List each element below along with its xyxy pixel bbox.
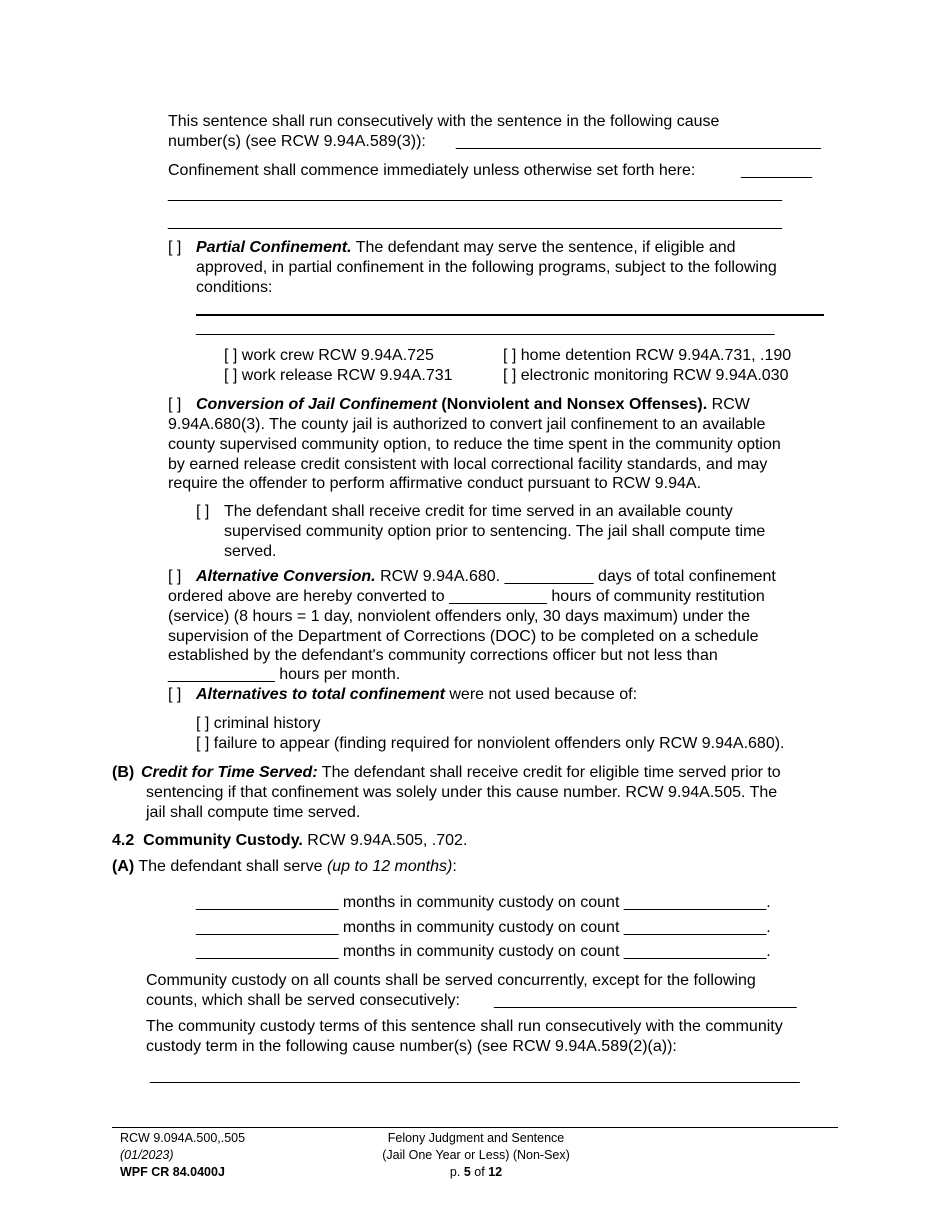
alternatives-total-title: Alternatives to total confinement [196,686,445,703]
partial-conditions-rule [196,314,824,316]
option-failure-to-appear[interactable]: [ ] failure to appear (finding required for nonviolent offenders only RCW 9.94A.680). [196,735,785,752]
footer-page-prefix: p. [449,1165,461,1179]
conversion-title: Conversion of Jail Confinement [196,396,437,413]
footer-page-number [326,1164,626,1181]
conversion-line1-rest: RCW [711,396,750,413]
credit-time-line: sentencing if that confinement was solely under this cause number. RCW 9.94A.505. The [146,784,778,801]
commence-text: Confinement shall commence immediately unless otherwise set forth here: [168,162,696,179]
conversion-checkbox[interactable]: [ ] [168,396,182,413]
partial-line3: conditions: [196,279,273,296]
part-a-text: The defendant shall serve [138,858,323,875]
partial-title: Partial Confinement. [196,239,352,256]
part-a-colon: : [452,858,457,875]
credit-time-line1 [141,763,781,783]
footer-rcw: RCW 9.094A.500,.505 [120,1131,246,1145]
footer-rule [112,1127,838,1128]
alternatives-total-checkbox[interactable]: [ ] [168,686,182,703]
concurrent-line2: counts, which shall be served consecutively: [146,992,460,1009]
credit-time-title: Credit for Time Served: [141,764,318,781]
alternative-line: (service) (8 hours = 1 day, nonviolent offenders only, 30 days maximum) under the [168,608,751,625]
footer-title1: Felony Judgment and Sentence [387,1131,565,1145]
partial-checkbox[interactable]: [ ] [168,239,182,256]
conversion-line: by earned release credit consistent with local correctional facility standards, and may [168,456,768,473]
commence-blank-line3[interactable]: _____________________________________________________________________ [168,213,782,230]
conversion-line: require the offender to perform affirmative conduct pursuant to RCW 9.94A. [168,475,702,492]
custody-row[interactable]: ________________ months in community custody on count ________________. [196,894,771,911]
part-a-label: (A) [112,858,135,875]
custody-row[interactable]: ________________ months in community custody on count ________________. [196,919,771,936]
footer-page-of: of [474,1165,485,1179]
terms-line2: custody term in the following cause number(s) (see RCW 9.94A.589(2)(a)): [146,1038,677,1055]
credit-served-checkbox[interactable]: [ ] [196,503,210,520]
section-42-title: Community Custody. [143,832,303,849]
conversion-line: 9.94A.680(3). The county jail is authorized to convert jail confinement to an available [168,416,766,433]
alternative-line: established by the defendant's community corrections officer but not less than [168,647,718,664]
section-42-heading [112,831,467,851]
section-42-rest: RCW 9.94A.505, .702. [307,832,468,849]
part-a-italic: (up to 12 months) [326,858,453,875]
credit-time-label: (B) [112,764,135,781]
concurrent-blank[interactable]: __________________________________ [494,992,797,1009]
terms-blank[interactable]: _________________________________________________________________________ [150,1067,800,1084]
credit-served-line: served. [224,543,277,560]
alternatives-total-rest: were not used because of: [449,686,638,703]
footer-form-number: WPF CR 84.0400J [120,1165,225,1179]
terms-line1: The community custody terms of this sentence shall run consecutively with the community [146,1018,783,1035]
conversion-subtitle: (Nonviolent and Nonsex Offenses). [441,396,708,413]
alternatives-total-line [196,685,637,705]
footer-page-current: 5 [463,1165,471,1179]
credit-served-line: The defendant shall receive credit for time served in an available county [224,503,733,520]
alternative-line: ____________ hours per month. [168,666,401,683]
alternative-line1 [196,567,776,587]
alternative-checkbox[interactable]: [ ] [168,568,182,585]
partial-conditions-blank[interactable]: _________________________________________________________________ [196,319,775,336]
partial-line2: approved, in partial confinement in the following programs, subject to the following [196,259,777,276]
footer-title2: (Jail One Year or Less) (Non-Sex) [382,1148,570,1162]
consecutive-text-line1: This sentence shall run consecutively with the sentence in the following cause [168,113,720,130]
commence-blank[interactable]: ________ [741,162,813,179]
section-42-number: 4.2 [112,832,135,849]
option-work-release[interactable]: [ ] work release RCW 9.94A.731 [224,367,453,384]
partial-line1 [196,238,736,258]
alternative-title: Alternative Conversion. [196,568,376,585]
alternative-line1-rest: RCW 9.94A.680. __________ days of total confinement [380,568,776,585]
custody-row[interactable]: ________________ months in community custody on count ________________. [196,943,771,960]
credit-time-line: jail shall compute time served. [146,804,361,821]
footer-page-total: 12 [488,1165,503,1179]
concurrent-line1: Community custody on all counts shall be served concurrently, except for the following [146,972,756,989]
alternative-line: ordered above are hereby converted to ___________ hours of community restitution [168,588,765,605]
conversion-line1 [196,395,750,415]
option-electronic-monitoring[interactable]: [ ] electronic monitoring RCW 9.94A.030 [503,367,789,384]
alternative-line: supervision of the Department of Corrections (DOC) to be completed on a schedule [168,628,759,645]
option-work-crew[interactable]: [ ] work crew RCW 9.94A.725 [224,347,434,364]
footer-date: (01/2023) [120,1148,174,1162]
commence-blank-line2[interactable]: _____________________________________________________________________ [168,185,782,202]
consecutive-text-line2: number(s) (see RCW 9.94A.589(3)): [168,133,426,150]
part-a-line [112,857,457,877]
credit-time-line1-rest: The defendant shall receive credit for eligible time served prior to [321,764,781,781]
conversion-line: county supervised community option, to reduce the time spent in the community option [168,436,781,453]
credit-served-line: supervised community option prior to sentencing. The jail shall compute time [224,523,766,540]
option-criminal-history[interactable]: [ ] criminal history [196,715,321,732]
option-home-detention[interactable]: [ ] home detention RCW 9.94A.731, .190 [503,347,792,364]
partial-line1-rest: The defendant may serve the sentence, if eligible and [355,239,736,256]
consecutive-cause-blank[interactable]: _________________________________________ [456,133,821,150]
